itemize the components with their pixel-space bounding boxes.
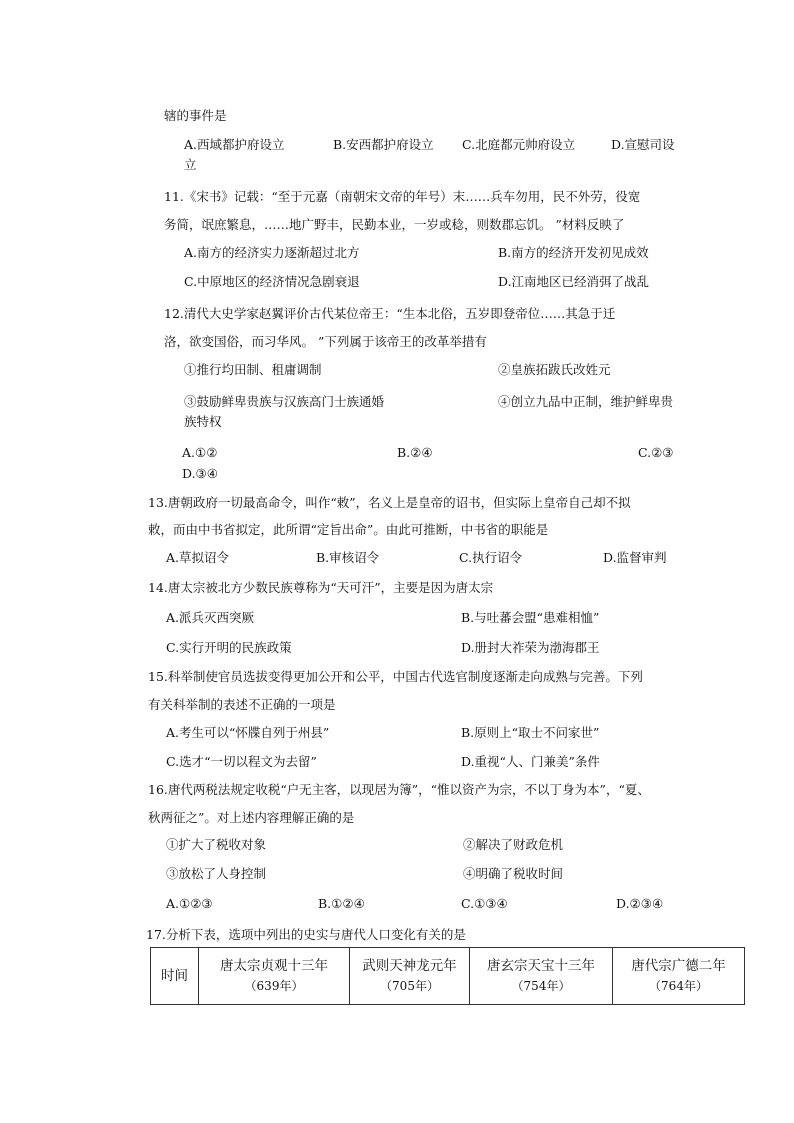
table-row xyxy=(151,948,745,1005)
q10-option-tail: 立 xyxy=(184,157,197,172)
q12-stem-line1: 12.清代大史学家赵翼评价古代某位帝王：“生本北俗，五岁即登帝位……其急于迁 xyxy=(164,306,616,321)
table-cell xyxy=(350,948,470,1005)
q14-stem-line1: 14.唐太宗被北方少数民族尊称为“天可汗”，主要是因为唐太宗 xyxy=(148,580,494,595)
q13-stem-line1: 13.唐朝政府一切最高命令，叫作“敕”，名义上是皇帝的诏书，但实际上皇帝自己却不拟 xyxy=(148,495,631,510)
q16-stem-line2: 秋两征之”。对上述内容理解正确的是 xyxy=(148,810,355,825)
reign-name: 唐玄宗天宝十三年 xyxy=(487,958,595,974)
q16-item-1: ①扩大了税收对象 xyxy=(166,837,267,852)
q12-option-b: B.②④ xyxy=(397,445,433,460)
table-cell xyxy=(470,948,613,1005)
q11-stem-line1: 11.《宋书》记载：“至于元嘉（南朝宋文帝的年号）末……兵车勿用，民不外劳，役宽 xyxy=(164,189,641,204)
q12-option-d: D.③④ xyxy=(182,466,218,481)
reign-year: （764年） xyxy=(649,979,708,993)
q12-item-2: ②皇族拓跋氏改姓元 xyxy=(498,362,611,377)
q12-option-a: A.①② xyxy=(182,445,218,460)
reign-name: 唐太宗贞观十三年 xyxy=(220,958,328,974)
q16-option-d: D.②③④ xyxy=(616,896,664,911)
q13-option-a: A.草拟诏令 xyxy=(166,550,230,565)
q11-option-b: B.南方的经济开发初见成效 xyxy=(498,245,649,260)
q11-option-d: D.江南地区已经消弭了战乱 xyxy=(498,274,650,289)
reign-year: （754年） xyxy=(511,979,571,993)
reign-year: （705年） xyxy=(380,979,439,993)
q14-option-b: B.与吐蕃会盟“患难相恤” xyxy=(461,610,600,625)
q15-option-b: B.原则上“取士不问家世” xyxy=(461,725,600,740)
q17-stem-line1: 17.分析下表，选项中列出的史实与唐代人口变化有关的是 xyxy=(146,927,466,942)
table-header-cell xyxy=(151,948,199,1005)
reign-year: （639年） xyxy=(244,979,304,993)
q16-stem-line1: 16.唐代两税法规定收税“户无主客，以现居为簿”，“惟以资产为宗，不以丁身为本”，“夏、 xyxy=(148,782,650,797)
q12-item-tail: 族特权 xyxy=(184,414,222,429)
q16-item-2: ②解决了财政危机 xyxy=(463,837,564,852)
q14-option-c: C.实行开明的民族政策 xyxy=(166,640,292,655)
q14-option-a: A.派兵灭西突厥 xyxy=(166,610,255,625)
reign-name: 唐代宗广德二年 xyxy=(631,958,726,974)
q10-option-b: B.安西都护府设立 xyxy=(333,137,434,152)
q16-option-b: B.①②④ xyxy=(318,896,365,911)
q12-option-c: C.②③ xyxy=(638,445,674,460)
q15-option-d: D.重视“人、门兼美”条件 xyxy=(461,754,600,769)
q12-item-4: ④创立九品中正制，维护鲜卑贵 xyxy=(498,394,674,409)
population-table xyxy=(150,947,745,1005)
q10-option-d: D.宣慰司设 xyxy=(611,137,675,152)
q13-option-c: C.执行诏令 xyxy=(459,550,523,565)
q11-option-c: C.中原地区的经济情况急剧衰退 xyxy=(184,274,360,289)
q11-option-a: A.南方的经济实力逐渐超过北方 xyxy=(184,245,360,260)
q13-option-d: D.监督审判 xyxy=(603,550,667,565)
q16-item-3: ③放松了人身控制 xyxy=(166,866,267,881)
q12-item-3: ③鼓励鲜卑贵族与汉族高门士族通婚 xyxy=(184,394,385,409)
q12-stem-line2: 洛，欲变国俗，而习华风。 ”下列属于该帝王的改革举措有 xyxy=(164,334,487,349)
q14-option-d: D.册封大祚荣为渤海郡王 xyxy=(461,640,600,655)
q16-option-c: C.①③④ xyxy=(461,896,508,911)
table-cell xyxy=(199,948,350,1005)
q10-stem-tail: 辖的事件是 xyxy=(164,108,227,123)
q12-item-1: ①推行均田制、租庸调制 xyxy=(184,362,322,377)
q10-option-a: A.西域都护府设立 xyxy=(184,137,285,152)
reign-name: 武则天神龙元年 xyxy=(362,958,457,974)
q15-stem-line2: 有关科举制的表述不正确的一项是 xyxy=(148,697,336,712)
q16-item-4: ④明确了税收时间 xyxy=(463,866,564,881)
q15-option-c: C.选才“一切以程文为去留” xyxy=(166,754,317,769)
q11-stem-line2: 务简，氓庶繁息，……地广野丰，民勤本业，一岁或稔，则数郡忘饥。 ”材料反映了 xyxy=(164,217,625,232)
table-cell xyxy=(613,948,745,1005)
table-header-label: 时间 xyxy=(161,968,188,984)
q16-option-a: A.①②③ xyxy=(166,896,213,911)
q13-stem-line2: 敕，而由中书省拟定，此所谓“定旨出命”。由此可推断，中书省的职能是 xyxy=(148,522,549,537)
q13-option-b: B.审核诏令 xyxy=(316,550,380,565)
q15-option-a: A.考生可以“怀牒自列于州县” xyxy=(166,725,330,740)
q10-option-c: C.北庭都元帅府设立 xyxy=(462,137,576,152)
q15-stem-line1: 15.科举制使官员选拔变得更加公开和公平，中国古代选官制度逐渐走向成熟与完善。下列 xyxy=(148,669,643,684)
